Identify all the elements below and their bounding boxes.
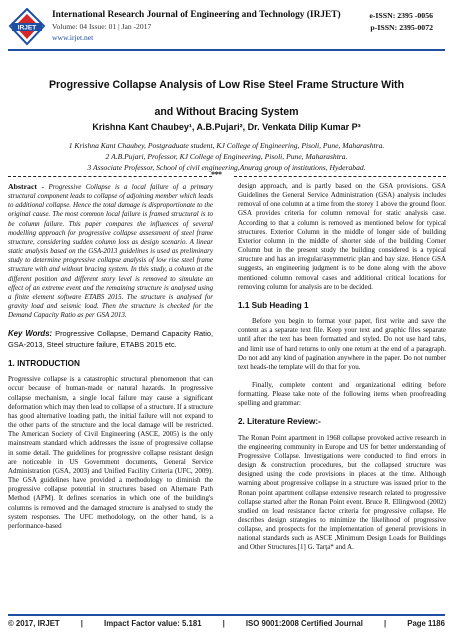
left-column	[8, 182, 213, 540]
author-list: Krishna Kant Chaubey¹, A.B.Pujari², Dr. Venkata Dilip Kumar P³	[92, 122, 361, 132]
footer-separator: |	[80, 619, 83, 628]
irjet-logo	[8, 8, 46, 48]
gsa-paragraph: design approach, and is partly based on the GSA provisions. GSA Guidelines the General Service Administration (GSA) analysis includes removal of one column at a time from the storey 1 above the ground floor. GSA provides criteria for column removal for static analysis case. According to that a column is removed as mentioned below for typical structures. Exterior Column in the middle of longer side of building Exterior column in the middle of shorter side of the building Corner Column but in the present study the building considered is a typical structure and has an irregular/asymmetric plan and bay size. Hence GSA suggests, an engineering judgment is to be done along with the above mentioned column removal cases and additional critical locations for removing column for analysis are to be decided.	[238, 182, 446, 291]
keywords	[8, 329, 213, 350]
literature-review-text: The Ronan Point apartment in 1968 collapse provoked active research in the engineering community in Europe and US for better understanding of Progressive Collapse. Investigations were conducted to find errors in design & construction procedures, but the collapsed structure was designed using the code provisions in places at the time. Although warning about progressive collapse in a structure was issued prior to the Ronan point apartment collapse extensive research related to progressive collapse started after the Ronan Point event. Bruce R. Ellingwood (2002) studied on load resistance factor criteria for progressive collapse. He describes design strategies to minimize the likelihood of progressive collapse, and prospects for the implementation of general provisions in national standards such as ASCE ,Minimum Design Loads for Buildings and Other Structures.[1] G. Tarţa* and A.	[238, 433, 446, 552]
p-issn: p-ISSN: 2395-0072	[370, 23, 433, 32]
footer-rule	[8, 614, 445, 616]
separator-dashes-left	[8, 176, 212, 177]
separator-dashes-right	[234, 176, 446, 177]
formatting-paragraph: Before you begin to format your paper, first write and save the content as a separate text file. Keep your text and graphic files separate until after the text has been formatted and styled. Do not use hard tabs, and limit use of hard returns to only one return at the end of a paragraph. Do not add any kind of pagination anywhere in the paper. Do not number text heads-the template will do that for you.	[238, 317, 446, 371]
footer-copyright: © 2017, IRJET	[8, 619, 60, 628]
journal-website-link[interactable]: www.irjet.net	[52, 33, 94, 42]
affiliation-3: 3 Associate Professor, School of civil engineering,Anurag group of institutions, Hyderabad.	[87, 163, 366, 173]
sub-heading-1: 1.1 Sub Heading 1	[238, 300, 309, 310]
introduction-heading: 1. INTRODUCTION	[8, 359, 80, 369]
footer-iso: ISO 9001:2008 Certified Journal	[245, 619, 363, 628]
affiliation-1: 1 Krishna Kant Chaubey, Postgraduate student, KJ College of Engineering, Pisoli, Pune, Maharashtra.	[68, 141, 385, 150]
footer-separator: |	[383, 619, 387, 628]
abstract	[8, 182, 213, 320]
footer	[8, 619, 445, 628]
keywords-label: Key Words:	[8, 329, 53, 339]
e-issn: e-ISSN: 2395 -0056	[369, 11, 433, 20]
affiliations	[12, 140, 441, 174]
literature-review-heading: 2. Literature Review:-	[238, 417, 321, 427]
affiliation-2: 2 A.B.Pujari, Professor, KJ College of Engineering, Pisoli, Pune, Maharashtra.	[105, 152, 348, 162]
footer-separator: |	[222, 619, 225, 628]
right-column	[238, 182, 446, 562]
introduction-text: Progressive collapse is a catastrophic structural phenomenon that can occur because of human-made or natural hazards. In progressive collapse mechanism, a single local failure may cause a significant deformation which may then lead to collapse of a structure. If a structure has good alternative loading path, the initial failure will not expand to the other parts of the structure and the local damage will be restricted. The American Society of Civil Engineering (ASCE, 2005) is the only mainstream standard which addresses the issue of progressive collapse in some detail. The guidelines for progressive collapse resistant design are noticeable in US Government documents, General Service Administration (GSA, 2003) and Unified Facility Criteria (UFC, 2009). The GSA guidelines have provided a methodology to diminish the progressive collapse potential in structures based on Alternate Path Method (APM). It defines scenarios in which one of the building's columns is removed and the damaged structure is analysed to study the system responses. The UFC methodology, on the other hand, is a performance-based	[8, 375, 213, 530]
keywords-text: Progressive Collapse, Demand Capacity Ratio, GSA-2013, Steel structure failure, ETABS 2015 etc.	[8, 329, 213, 349]
logo-text: IRJET	[17, 24, 37, 32]
footer-page-number: Page 1186	[407, 619, 445, 628]
journal-title: International Research Journal of Engineering and Technology (IRJET)	[52, 10, 341, 20]
footer-impact-factor: Impact Factor value: 5.181	[104, 619, 202, 628]
editing-paragraph: Finally, complete content and organizational editing before formatting. Please take note of the following items when proofreading spelling and grammar:	[238, 380, 446, 408]
paper-title-line-1: Progressive Collapse Analysis of Low Rise Steel Frame Structure With	[48, 79, 405, 91]
paper-title-line-2: and Without Bracing System	[154, 106, 299, 118]
header-rule	[8, 49, 445, 51]
abstract-label: Abstract -	[8, 182, 45, 191]
abstract-text: Progressive Collapse is a local failure of a primary structural component leads to collapse of adjoining member which leads to additional collapse. Hence the total damage is disproportionate to the original cause. The most common local failure is framed structural is to be column failure. This paper compares the influences of several modelling approach for progressive collapse assessment of steel frame structure, considering sudden column loss as design scenario. A linear static analysis based on the GSA-2013 guidelines is used as preliminary study to determine progressive collapse analysis of low rise steel frame structure with and without bracing system. In this study, a column at the different position and different story level is removed to simulate an effect of an extreme event and the remaining structure is analysed using a finite element software ETABS 2015. The structure is analysed for gravity load and seismic load. Then the structure is checked for the Demand Capacity Ratio as per GSA 2013.	[8, 183, 214, 320]
separator-stars: ***	[211, 170, 222, 179]
paper-title	[12, 72, 441, 126]
volume-issue: Volume: 04 Issue: 01 | Jan -2017	[52, 22, 152, 31]
